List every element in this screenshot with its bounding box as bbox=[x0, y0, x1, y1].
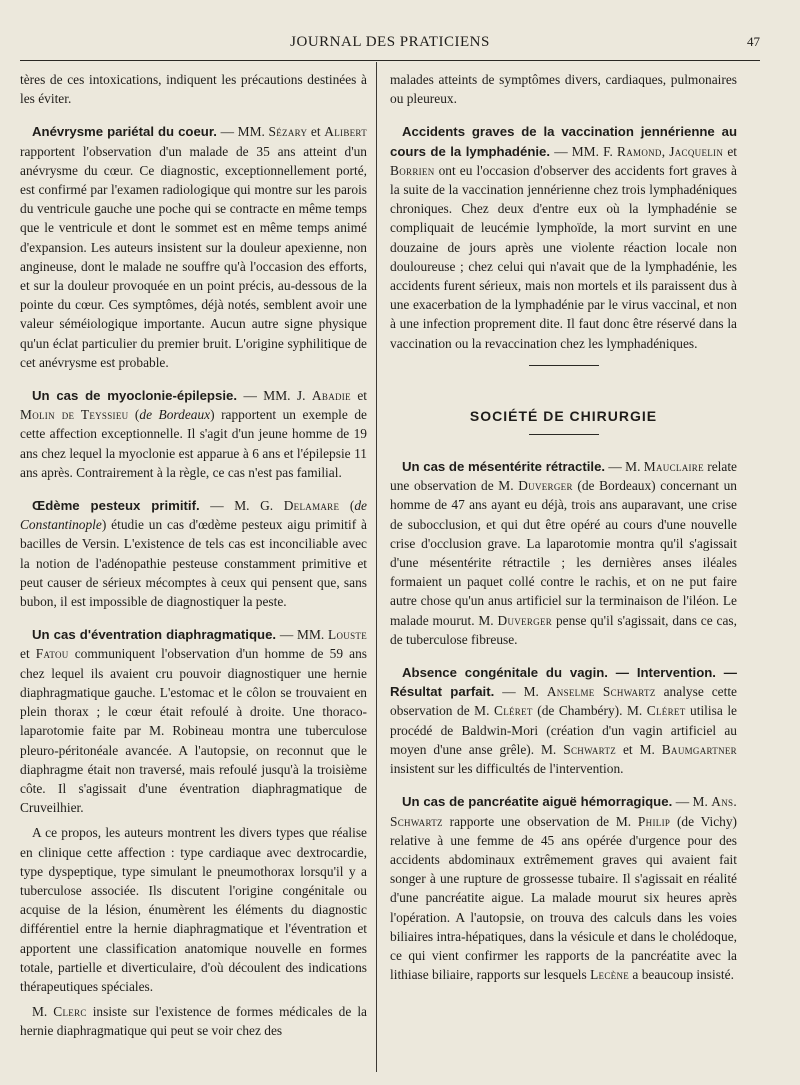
article-paragraph bbox=[20, 1002, 367, 1040]
text-run: et bbox=[20, 646, 36, 662]
text-run: et bbox=[307, 124, 325, 140]
text-run: étudie un cas d'œdème pesteux aigu primitif à bacilles de Versin. L'existence de tels cas est inconciliable avec la notion de l'adénopathie pesteuse constamment primitive et peut causer de sérieux mécomptes à ceux qui pensent que, sans bubon, il est impossible de diagnostiquer la peste. bbox=[20, 517, 367, 610]
text-run: M. bbox=[32, 1004, 54, 1020]
article-heading: Œdème pesteux primitif. bbox=[32, 498, 200, 514]
article-vaginal-agenesis bbox=[390, 663, 737, 778]
article-heading: Un cas de mésentérite rétractile. bbox=[402, 459, 606, 475]
short-rule bbox=[529, 434, 599, 435]
article-heading: Anévrysme pariétal du coeur. bbox=[32, 124, 217, 140]
page-number: 47 bbox=[747, 34, 760, 49]
article-myoclonus-epilepsy: Un cas de myoclonie-épilepsie. — MM. J. Abadie et Molin de Teyssieu (de Bordeaux) rapportent un exemple de cette affection exceptionnelle. Il s'agit d'un jeune homme de 19 ans chez lequel la myoclonie est apparue à 6 ans et l'épilepsie 11 ans après. Contrairement à la règle, ce cas n'est pas familial. bbox=[20, 388, 368, 480]
author-name: Schwartz bbox=[563, 741, 617, 757]
author-place: de Bordeaux bbox=[139, 407, 211, 423]
author-name: Cléret bbox=[493, 703, 533, 719]
left-column bbox=[20, 70, 367, 1047]
text-run: pense qu'il s'agissait, dans ce cas, de tuberculose fibreuse. bbox=[390, 612, 737, 647]
text-run: et bbox=[350, 388, 368, 404]
article-heading: Un cas de myoclonie-épilepsie. bbox=[32, 388, 237, 404]
text-run: — MM. bbox=[276, 627, 329, 643]
author-name: Alibert bbox=[324, 124, 367, 140]
text-run: — MM. F. bbox=[550, 143, 617, 159]
text-run: relate une observation de M. bbox=[390, 459, 737, 494]
text-run: insiste sur l'existence de formes médicales de la hernie diaphragmatique qui peut se voir chez des bbox=[20, 1004, 367, 1039]
text-run: a beaucoup insisté. bbox=[629, 967, 734, 983]
text-run: — M. bbox=[494, 684, 547, 700]
section-ornament bbox=[390, 365, 737, 383]
text-run: (de Bordeaux) concernant un homme de 47 ans ayant eu déjà, trois ans auparavant, une crise de subocclusion, et qui dut être opéré au cours d'une nouvelle crise d'occlusion grave. La laparotomie montra qu'il s'agissait d'une mésentérite rétractile ; les dernières anses iléales formaient un paquet collé contre le rachis, et on ne put faire autre chose qu'un anus artificiel sur la terminaison de l'iléon. Le malade mourut. M. bbox=[390, 478, 737, 628]
text-run: — M. bbox=[605, 459, 644, 475]
author-name: Duverger bbox=[497, 612, 553, 628]
article-heading: Accidents graves de la vaccination jennérienne au cours de la lymphadénie. bbox=[390, 124, 737, 159]
text-run: , bbox=[661, 143, 670, 159]
author-name: Anselme Schwartz bbox=[546, 684, 656, 700]
author-name: Fatou bbox=[35, 646, 69, 662]
text-run: — M. G. bbox=[199, 498, 284, 514]
author-name: Jacquelin bbox=[669, 143, 724, 159]
article-heading: Un cas de pancréatite aiguë hémorragique. bbox=[402, 794, 673, 810]
text-run: A ce propos, les auteurs montrent les divers types que réalise en clinique cette affection : type cardiaque avec dextrocardie, type dyspeptique, type simulant le pneumothorax lorsqu'il y a tuberculose associée. Ils discutent l'origine congénitale ou acquise de la lésion, énumèrent les éléments du diagnostic différentiel entre la hernie diaphragmatique et l'éventration et apportent une classification anatomique nouvelle en formes totale, partielle et diverticulaire, d'où découlent des indications thérapeutiques spéciales. bbox=[20, 825, 367, 994]
author-name: Lecène bbox=[590, 967, 630, 983]
short-rule bbox=[529, 365, 599, 366]
author-name: Clerc bbox=[53, 1004, 87, 1020]
running-header bbox=[20, 34, 760, 56]
author-name: Louste bbox=[328, 627, 367, 643]
author-name: Cléret bbox=[646, 703, 686, 719]
article-plague-edema: Œdème pesteux primitif. — M. G. Delamare (de Constantinople) étudie un cas d'œdème pesteux aigu primitif à bacilles de Versin. L'existence de tels cas est inconciliable avec la notion de l'adénopathie pesteuse constamment primitive et peut causer de sérieux mécomptes à ceux qui pensent que, sans bubon, il est impossible de diagnostiquer la peste. bbox=[20, 498, 367, 610]
author-name: Mauclaire bbox=[643, 459, 704, 475]
text-run: rapportent l'observation d'un malade de 35 ans atteint d'un anévrysme du cœur. Ce diagnostic, exceptionnellement porté, est confirmé par l'examen radiologique qui montre sur les parois du ventricule gauche une poche qui se contracte en même temps que le ventricule et dont le sommet est en même temps animé d'expansion. Les auteurs insistent sur la douleur apexienne, non angineuse, dont le malade ne souffre qu'à l'occasion des efforts, et sur la douleur provoquée en un point précis, au-dessous de la pointe du cœur. Ces symptômes, déjà notés, semblent avoir une valeur séméiologique importante. Aucun autre signe physique qu'un éclat particulier du premier bruit. L'origine syphilitique de cet anévrysme est probable. bbox=[20, 143, 367, 370]
article-mesenteritis bbox=[390, 457, 737, 649]
article-pancreatitis bbox=[390, 792, 737, 984]
text-run: (de Vichy) relative à une femme de 45 ans opérée d'urgence pour des accidents abdominaux extrêmement graves qui avaient fait songer à une rupture de grossesse tubaire. Il s'agissait en réalité d'une pancréatite aigue. La malade mourut six heures après l'opération. A l'autopsie, on trouva des calculs dans les voies biliaires intra-hépatiques, dans la vésicule et dans le cholédoque, ce qui vient confirmer les rapports de la pancréatite avec la lithiase biliaire, rapports sur lesquels bbox=[390, 813, 738, 983]
author-place: de Constantinople bbox=[20, 498, 367, 533]
author-name: Abadie bbox=[311, 388, 351, 404]
article-paragraph bbox=[20, 823, 367, 996]
author-name: Ramond bbox=[616, 143, 662, 159]
journal-title: JOURNAL DES PRATICIENS bbox=[290, 34, 490, 50]
text-run: communiquent l'observation d'un homme de 59 ans chez lequel ils avaient cru pouvoir diagnostiquer une hernie diaphragmatique gauche. L'estomac et le côlon se trouvaient en plein thorax ; le cœur était refoulé à droite. Une thoraco-laparotomie faite par M. Robineau montra une tuberculose pleuro-péritonéale avancée. A l'autopsie, on reconnut que le diaphragme était non traversé, mais refoulé jusqu'à la troisième côte. Il s'agissait d'une éventration diaphragmatique de Cruveilhier. bbox=[20, 646, 367, 816]
article-diaphragmatic-eventration bbox=[20, 625, 367, 817]
text-run: utilisa le procédé de Baldwin-Mori (création d'un vagin artificiel au moyen d'une anse grêle). M. bbox=[390, 703, 737, 757]
right-column bbox=[390, 70, 737, 990]
text-run: rapportent un exemple de cette affection exceptionnelle. Il s'agit d'un jeune homme de 19 ans chez lequel la myoclonie est apparue à 6 ans et l'épilepsie 11 ans après. Contrairement à la règle, ce cas n'est pas familial. bbox=[20, 407, 367, 480]
text-run: analyse cette observation de M. bbox=[390, 684, 737, 719]
text-run: ont eu l'occasion d'observer des accidents fort graves à la suite de la vaccination jennérienne chez trois lymphadéniques chroniques. Chez deux d'entre eux où la lymphadénie se compliquait de leucémie lymphoïde, la mort survint en une douzaine de jours après une violente réaction locale non douloureuse ; chez celui qui n'avait que de la lymphadénie, les accidents furent sérieux, mais non mortels et ils paraissent dus à une exacerbation de la lymphadénie par le virus vaccinal, et non à une infection proprement dite. Il faut donc être réservé dans la vaccination ou la revaccination chez les lymphadéniques. bbox=[390, 162, 737, 351]
author-name: Duverger bbox=[518, 478, 573, 494]
text-run: — M. bbox=[672, 794, 712, 810]
header-rule bbox=[20, 60, 760, 61]
article-vaccination-accidents bbox=[390, 122, 737, 352]
article-parietal-aneurysm bbox=[20, 122, 367, 372]
author-name: Borrien bbox=[390, 162, 435, 178]
text-run: insistent sur les difficultés de l'intervention. bbox=[390, 761, 624, 777]
text-run: malades atteints de symptômes divers, cardiaques, pulmonaires ou pleureux. bbox=[390, 72, 737, 107]
column-divider bbox=[376, 62, 377, 1072]
text-run: et M. bbox=[616, 741, 662, 757]
author-name: Ans. Schwartz bbox=[390, 794, 737, 829]
continued-paragraph bbox=[390, 70, 737, 108]
author-name: Baumgartner bbox=[661, 741, 737, 757]
text-run: — MM. bbox=[216, 124, 269, 140]
text-run: et bbox=[723, 143, 737, 159]
text-run: (de Chambéry). M. bbox=[532, 703, 647, 719]
text-run: — MM. J. bbox=[237, 388, 312, 404]
continued-paragraph: tères de ces intoxications, indiquent les précautions destinées à les éviter. bbox=[20, 72, 367, 107]
article-heading: Un cas d'éventration diaphragmatique. bbox=[32, 627, 277, 643]
author-name: Philip bbox=[637, 813, 671, 829]
author-name: Molin de Teyssieu bbox=[20, 407, 129, 423]
text-run: rapporte une observation de M. bbox=[442, 813, 638, 829]
author-name: Delamare bbox=[283, 498, 340, 514]
section-title: SOCIÉTÉ DE CHIRURGIE bbox=[469, 407, 658, 424]
article-heading: Absence congénitale du vagin. — Intervention. — Résultat parfait. bbox=[390, 665, 737, 700]
author-name: Sézary bbox=[268, 124, 308, 140]
